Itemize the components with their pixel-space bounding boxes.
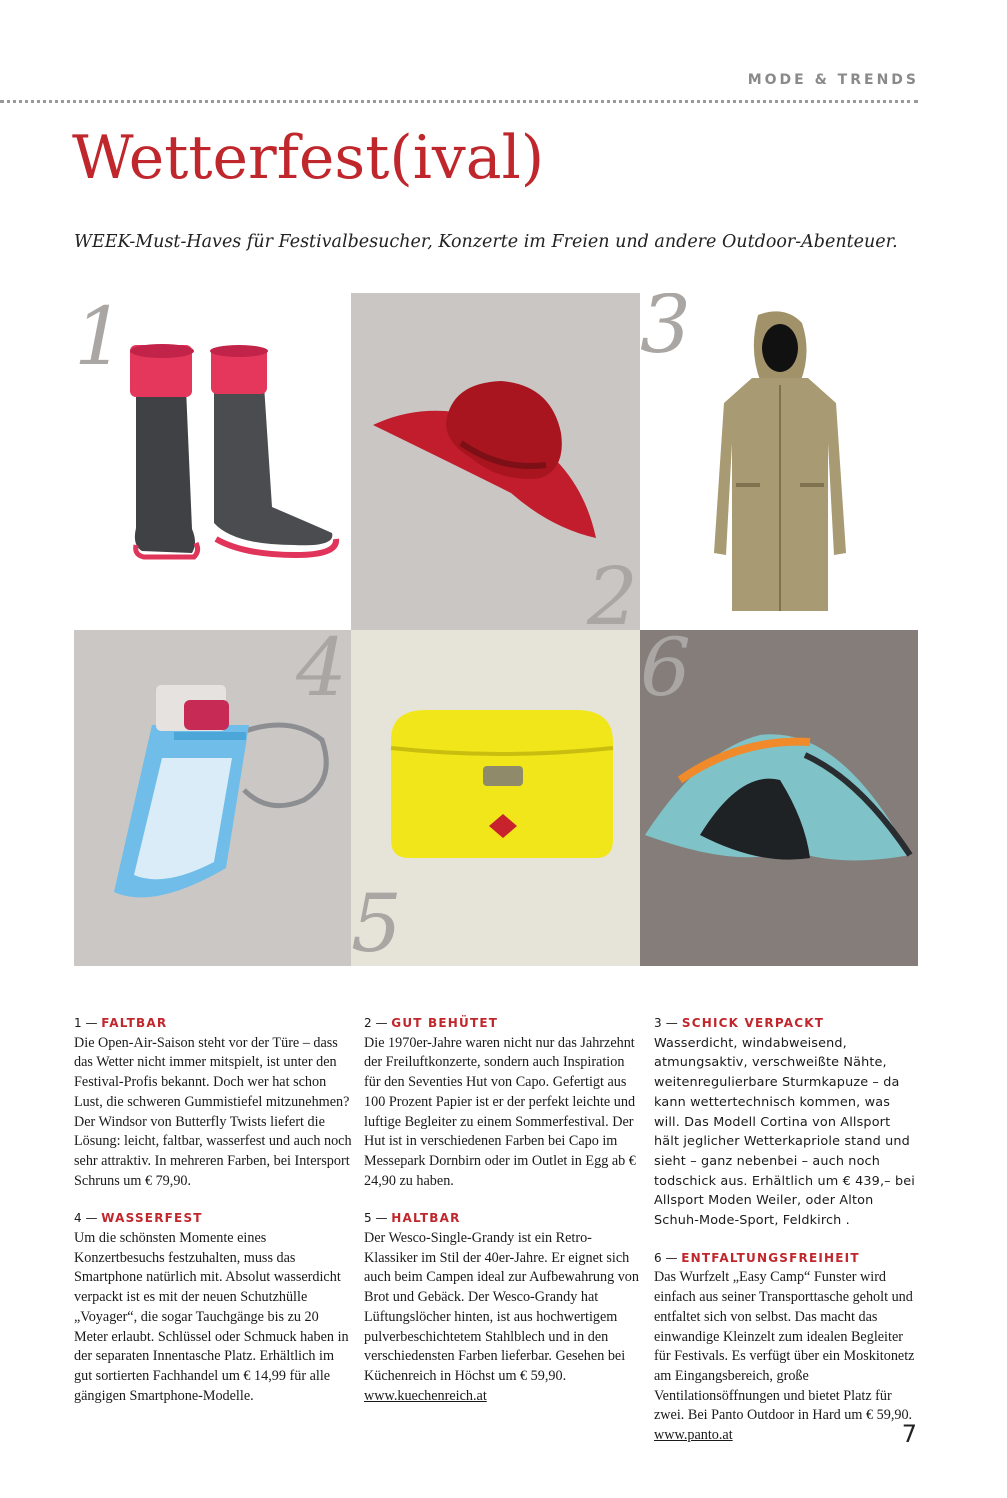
- item-heading: ENTFALTUNGSFREIHEIT: [681, 1250, 860, 1265]
- item-heading: FALTBAR: [101, 1016, 168, 1030]
- product-description-3: [654, 1014, 918, 1231]
- item-text: Wasserdicht, windabweisend, atmungsaktiv, verschweißte Nähte, weitenregulierbare Sturmkapuze – da kann wettertechnisch kommen, was will. Das Modell Cortina von Allsport hält jeglicher Wetterkapriole stand und sieht – ganz nebenbei – auch noch todschick aus. Erhältlich um € 439,– bei Allsport Moden Weiler, oder Alton Schuh-Mode-Sport, Feldkirch .: [654, 1035, 915, 1229]
- product-photo-jacket: [640, 293, 918, 630]
- item-number: 3 —: [654, 1016, 678, 1030]
- product-photo-boots: [74, 293, 351, 630]
- product-photo-breadbox: [351, 630, 640, 966]
- product-description-6: [654, 1249, 918, 1446]
- dotted-divider: [0, 100, 918, 103]
- item-text: Um die schönsten Momente eines Konzertbesuchs festzuhalten, muss das Smartphone natürlich mit. Absolut wasserdicht verpackt ist es mit der neuen Schutzhülle „Voyager“, die sogar Tauchgänge bis zu 20 Meter erlaubt. Schlüssel oder Schmuck haben in der separaten Innentasche Platz. Erhältlich im gut sortierten Fachhandel um € 14,99 für alle gängigen Smartphone-Modelle.: [74, 1230, 349, 1404]
- item-text: Die Open-Air-Saison steht vor der Türe – dass das Wetter nicht immer mitspielt, ist unter den Festival-Profis bekannt. Doch wer hat schon Lust, die schweren Gummistiefel mitzunehmen? Der Windsor von Butterfly Twists liefert die Lösung: leicht, faltbar, wasserfest und auch noch sehr attraktiv. In mehreren Farben, bei Intersport Schruns um € 79,90.: [74, 1034, 352, 1189]
- product-number-3: 3: [640, 293, 691, 371]
- product-number-4: 4: [296, 630, 347, 714]
- product-photo-hat: [351, 293, 640, 630]
- product-number-5: 5: [351, 877, 402, 966]
- product-description-2: [364, 1014, 642, 1191]
- text-column-1: [74, 1014, 352, 1424]
- product-number-2: 2: [587, 550, 638, 630]
- item-text: Der Wesco-Single-Grandy ist ein Retro-Klassiker im Stil der 40er-Jahre. Er eignet sich auch beim Campen ideal zur Aufbewahrung von Brot und Gebäck. Der Wesco-Grandy hat Lüftungslöcher hinten, ist aus hochwertigem pulverbeschichtetem Stahlblech und in den verschiedensten Farben lieferbar. Gesehen bei Küchenreich in Höchst um € 59,90.: [364, 1230, 639, 1384]
- item-number: 1 —: [74, 1016, 98, 1030]
- product-description-1: [74, 1014, 352, 1191]
- product-number-6: 6: [640, 630, 691, 714]
- item-text: Das Wurfzelt „Easy Camp“ Funster wird einfach aus seiner Transporttasche geholt und entfaltet sich von selbst. Das macht das einwandige Kleinzelt zum idealen Begleiter für Festivals. Es verfügt über ein Moskitonetz am Eingangsbereich, große Ventilationsöffnungen und bietet Platz für zwei. Bei Panto Outdoor in Hard um € 59,90.: [654, 1269, 915, 1424]
- item-heading: SCHICK VERPACKT: [681, 1016, 825, 1030]
- product-description-5: [364, 1209, 642, 1406]
- product-photo-tent: [640, 630, 918, 966]
- panto-link[interactable]: www.panto.at: [654, 1427, 733, 1444]
- product-number-1: 1: [74, 293, 125, 383]
- kuechenreich-link[interactable]: www.kuechenreich.at: [364, 1387, 487, 1404]
- item-number: 4 —: [74, 1211, 98, 1226]
- item-heading: HALTBAR: [391, 1211, 461, 1226]
- item-text: Die 1970er-Jahre waren nicht nur das Jahrzehnt der Freiluftkonzerte, sondern auch Inspiration für den Seventies Hut von Capo. Gefertigt aus 100 Prozent Papier ist er der perfekt leichte und luftige Begleiter zu einem Sommerfestival. Der Hut ist in verschiedenen Farben bei Capo im Messepark Dornbirn oder im Outlet in Egg ab € 24,90 zu haben.: [364, 1034, 636, 1189]
- product-photo-phone-pouch: [74, 630, 351, 966]
- text-column-2: [364, 1014, 642, 1424]
- page-subtitle: WEEK-Must-Haves für Festivalbesucher, Konzerte im Freien und andere Outdoor-Abenteuer.: [74, 232, 898, 252]
- section-label: MODE & TRENDS: [747, 72, 919, 88]
- item-heading: GUT BEHÜTET: [391, 1016, 499, 1030]
- item-heading: WASSERFEST: [101, 1211, 203, 1226]
- product-grid: [74, 293, 918, 966]
- item-number: 5 —: [364, 1211, 388, 1226]
- text-column-3: [654, 1014, 918, 1464]
- product-description-4: [74, 1209, 352, 1406]
- item-number: 2 —: [364, 1016, 388, 1030]
- page-number: 7: [901, 1420, 917, 1448]
- page-title: Wetterfest(ival): [72, 123, 545, 193]
- item-number: 6 —: [654, 1250, 678, 1265]
